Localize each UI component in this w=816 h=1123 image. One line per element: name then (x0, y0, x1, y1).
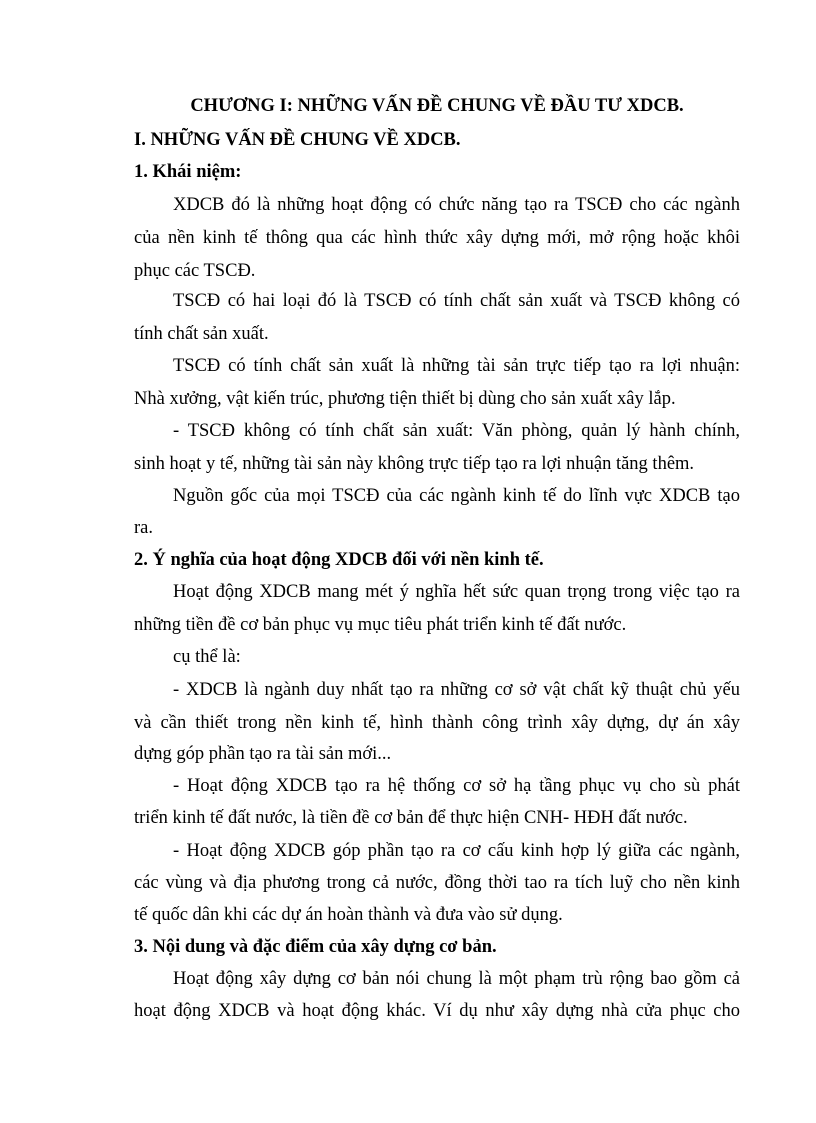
paragraph-line: Nhà xưởng, vật kiến trúc, phương tiện thiết bị dùng cho sản xuất xây lắp. (134, 389, 676, 409)
paragraph-line: TSCĐ có hai loại đó là TSCĐ có tính chất sản xuất và TSCĐ không có (173, 291, 740, 311)
subsection-heading: 1. Khái niệm: (134, 162, 242, 182)
paragraph-line: cụ thể là: (173, 647, 241, 667)
paragraph-line: của nền kinh tế thông qua các hình thức xây dựng mới, mở rộng hoặc khôi (134, 228, 740, 248)
paragraph-line: những tiền đề cơ bản phục vụ mục tiêu phát triển kinh tế đất nước. (134, 615, 627, 635)
paragraph-line: - TSCĐ không có tính chất sản xuất: Văn phòng, quản lý hành chính, (173, 421, 740, 441)
section-heading: I. NHỮNG VẤN ĐỀ CHUNG VỀ XDCB. (134, 130, 461, 150)
paragraph-line: - Hoạt động XDCB góp phần tạo ra cơ cấu kinh hợp lý giữa các ngành, (173, 841, 740, 861)
paragraph-line: tế quốc dân khi các dự án hoàn thành và đưa vào sử dụng. (134, 905, 563, 925)
subsection-heading: 2. Ý nghĩa của hoạt động XDCB đối với nền kinh tế. (134, 550, 544, 570)
subsection-heading: 3. Nội dung và đặc điểm của xây dựng cơ bản. (134, 937, 497, 957)
paragraph-line: phục các TSCĐ. (134, 261, 256, 281)
paragraph-line: triển kinh tế đất nước, là tiền đề cơ bản để thực hiện CNH- HĐH đất nước. (134, 808, 688, 828)
paragraph-line: tính chất sản xuất. (134, 324, 269, 344)
paragraph-line: sinh hoạt y tế, những tài sản này không trực tiếp tạo ra lợi nhuận tăng thêm. (134, 454, 695, 474)
paragraph-line: dựng góp phần tạo ra tài sản mới... (134, 744, 392, 764)
paragraph-line: ra. (134, 518, 153, 538)
paragraph-line: Hoạt động xây dựng cơ bản nói chung là một phạm trù rộng bao gồm cả (173, 969, 740, 989)
paragraph-line: và cần thiết trong nền kinh tế, hình thành công trình xây dựng, dự án xây (134, 713, 740, 733)
paragraph-line: hoạt động XDCB và hoạt động khác. Ví dụ như xây dựng nhà cửa phục cho (134, 1001, 740, 1021)
paragraph-line: - XDCB là ngành duy nhất tạo ra những cơ sở vật chất kỹ thuật chủ yếu (173, 680, 740, 700)
paragraph-line: XDCB đó là những hoạt động có chức năng tạo ra TSCĐ cho các ngành (173, 195, 740, 215)
chapter-title: CHƯƠNG I: NHỮNG VẤN ĐỀ CHUNG VỀ ĐẦU TƯ XDCB. (190, 96, 684, 116)
paragraph-line: Hoạt động XDCB mang mét ý nghĩa hết sức quan trọng trong việc tạo ra (173, 582, 740, 602)
paragraph-line: - Hoạt động XDCB tạo ra hệ thống cơ sở hạ tầng phục vụ cho sù phát (173, 776, 740, 796)
paragraph-line: TSCĐ có tính chất sản xuất là những tài sản trực tiếp tạo ra lợi nhuận: (173, 356, 740, 376)
paragraph-line: các vùng và địa phương trong cả nước, đồng thời tao ra tích luỹ cho nền kinh (134, 873, 740, 893)
paragraph-line: Nguồn gốc của mọi TSCĐ của các ngành kinh tế do lĩnh vực XDCB tạo (173, 486, 740, 506)
